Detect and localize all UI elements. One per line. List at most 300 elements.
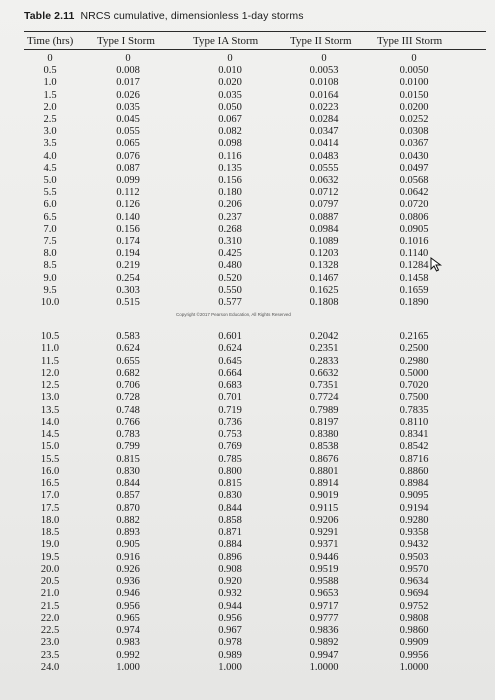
type-i-cell: 0.830 <box>116 465 140 477</box>
type-ia-cell: 0.719 <box>218 404 242 416</box>
type-iii-cell: 0.2980 <box>399 355 429 367</box>
type-ia-cell: 0.967 <box>218 625 242 636</box>
table-row <box>0 538 495 551</box>
type-ia-cell: 0.116 <box>218 150 242 162</box>
table-row <box>0 52 495 65</box>
type-ia-cell: 0.520 <box>218 272 242 284</box>
type-iii-cell: 0.9956 <box>399 649 429 661</box>
time-cell: 2.5 <box>43 114 57 125</box>
type-ii-cell: 0.1203 <box>309 248 339 260</box>
time-cell: 14.5 <box>40 429 60 440</box>
type-i-cell: 0.254 <box>116 272 140 284</box>
type-ia-cell: 0.156 <box>218 175 242 186</box>
time-cell: 3.5 <box>43 138 57 150</box>
table-row <box>0 198 495 211</box>
type-ia-cell: 0.310 <box>218 236 242 247</box>
type-ia-cell: 0.624 <box>218 343 242 355</box>
type-ia-cell: 0.815 <box>218 478 242 489</box>
time-cell: 5.5 <box>43 187 57 199</box>
type-ii-cell: 0.0223 <box>309 101 339 113</box>
type-ii-cell: 0.9588 <box>309 576 339 587</box>
type-iii-cell: 0.2500 <box>399 343 429 355</box>
type-ii-cell: 0.1808 <box>309 297 339 308</box>
table-row <box>0 587 495 600</box>
table-row <box>0 235 495 248</box>
table-row <box>0 223 495 236</box>
type-iii-cell: 0.0100 <box>399 77 429 89</box>
time-cell: 0.5 <box>43 65 57 77</box>
type-ia-cell: 0.896 <box>218 551 242 563</box>
time-cell: 4.5 <box>43 162 57 174</box>
table-row <box>0 575 495 588</box>
type-iii-cell: 0.0720 <box>399 199 429 211</box>
time-cell: 13.5 <box>40 404 60 416</box>
table-row <box>0 174 495 187</box>
table-number: Table 2.11 <box>24 10 75 22</box>
type-iii-cell: 0.0367 <box>399 138 429 150</box>
table-row <box>0 551 495 564</box>
type-ia-cell: 0.701 <box>218 392 242 404</box>
header-type-i: Type I Storm <box>97 35 155 47</box>
type-ii-cell: 0.1625 <box>309 284 339 296</box>
table-row <box>0 89 495 102</box>
type-ii-cell: 0.0712 <box>309 187 339 199</box>
type-i-cell: 0.194 <box>116 248 140 260</box>
type-iii-cell: 0.0806 <box>399 211 429 223</box>
time-cell: 19.0 <box>40 539 60 551</box>
type-ii-cell: 0.7724 <box>309 392 339 404</box>
table-row <box>0 137 495 150</box>
table-row <box>0 404 495 417</box>
type-ia-cell: 0.645 <box>218 355 242 367</box>
table-row <box>0 477 495 490</box>
type-i-cell: 0.870 <box>116 502 140 514</box>
type-ia-cell: 0.769 <box>218 441 242 453</box>
table-caption <box>24 10 304 22</box>
type-ia-cell: 0.480 <box>218 260 242 272</box>
type-iii-cell: 0.9694 <box>399 588 429 600</box>
time-cell: 12.0 <box>40 367 60 379</box>
type-ia-cell: 0.978 <box>218 637 242 649</box>
time-cell: 16.0 <box>40 465 60 477</box>
mouse-pointer-icon <box>430 257 444 273</box>
table-row <box>0 355 495 368</box>
table-row <box>0 379 495 392</box>
header-time: Time (hrs) <box>27 35 74 47</box>
type-ii-cell: 0.2351 <box>309 343 339 355</box>
type-i-cell: 0.844 <box>116 478 140 489</box>
type-ia-cell: 1.000 <box>218 661 242 673</box>
type-ii-cell: 0.0632 <box>309 175 339 186</box>
time-cell: 13.0 <box>40 392 60 404</box>
type-iii-cell: 0.2165 <box>399 331 429 342</box>
table-row <box>0 612 495 625</box>
type-ii-cell: 0.9291 <box>309 527 339 538</box>
type-i-cell: 0.017 <box>116 77 140 89</box>
type-i-cell: 0.983 <box>116 637 140 649</box>
type-iii-cell: 0.9909 <box>399 637 429 649</box>
table-row <box>0 649 495 662</box>
type-iii-cell: 0.7500 <box>399 392 429 404</box>
type-ii-cell: 0.9206 <box>309 514 339 526</box>
type-iii-cell: 0.9432 <box>399 539 429 551</box>
type-i-cell: 0.815 <box>116 453 140 465</box>
time-cell: 8.5 <box>43 260 57 272</box>
type-iii-cell: 0.0308 <box>399 126 429 138</box>
time-cell: 3.0 <box>43 126 57 138</box>
type-ii-cell: 0.9836 <box>309 625 339 636</box>
type-i-cell: 0.026 <box>116 89 140 101</box>
type-i-cell: 0.728 <box>116 392 140 404</box>
time-cell: 10.0 <box>40 297 60 308</box>
type-ia-cell: 0.010 <box>218 65 242 77</box>
type-ii-cell: 0.0164 <box>309 89 339 101</box>
table-header-rule <box>24 49 486 50</box>
type-i-cell: 1.000 <box>116 661 140 673</box>
type-ia-cell: 0.871 <box>218 527 242 538</box>
type-ia-cell: 0.956 <box>218 612 242 624</box>
type-iii-cell: 0.8860 <box>399 465 429 477</box>
type-iii-cell: 0.1284 <box>399 260 429 272</box>
time-cell: 2.0 <box>43 101 57 113</box>
type-iii-cell: 0.1458 <box>399 272 429 284</box>
type-i-cell: 0.992 <box>116 649 140 661</box>
type-ii-cell: 0.8538 <box>309 441 339 453</box>
type-i-cell: 0 <box>125 53 131 64</box>
time-cell: 1.0 <box>43 77 57 89</box>
type-iii-cell: 0.8110 <box>399 416 429 428</box>
type-ia-cell: 0.785 <box>218 453 242 465</box>
table-top-rule <box>24 31 486 32</box>
type-ia-cell: 0.020 <box>218 77 242 89</box>
type-ii-cell: 0.0797 <box>309 199 339 211</box>
time-cell: 6.5 <box>43 211 57 223</box>
type-i-cell: 0.965 <box>116 612 140 624</box>
type-ii-cell: 0.9777 <box>309 612 339 624</box>
type-i-cell: 0.055 <box>116 126 140 138</box>
type-ii-cell: 0.2042 <box>309 331 339 342</box>
type-i-cell: 0.946 <box>116 588 140 600</box>
time-cell: 6.0 <box>43 199 57 211</box>
time-cell: 5.0 <box>43 175 57 186</box>
header-type-ii: Type II Storm <box>290 35 352 47</box>
type-iii-cell: 0.0905 <box>399 223 429 235</box>
table-row <box>0 150 495 163</box>
type-i-cell: 0.219 <box>116 260 140 272</box>
time-cell: 21.0 <box>40 588 60 600</box>
type-ia-cell: 0.844 <box>218 502 242 514</box>
table-row <box>0 342 495 355</box>
type-i-cell: 0.174 <box>116 236 140 247</box>
time-cell: 7.5 <box>43 236 57 247</box>
type-ia-cell: 0.237 <box>218 211 242 223</box>
type-iii-cell: 0 <box>411 53 417 64</box>
table-row <box>0 514 495 527</box>
type-i-cell: 0.035 <box>116 101 140 113</box>
type-ia-cell: 0.830 <box>218 490 242 502</box>
time-cell: 18.0 <box>40 514 60 526</box>
type-ia-cell: 0.800 <box>218 465 242 477</box>
type-i-cell: 0.766 <box>116 416 140 428</box>
table-row <box>0 259 495 272</box>
type-iii-cell: 0.0252 <box>399 114 429 125</box>
type-ii-cell: 0.9892 <box>309 637 339 649</box>
type-i-cell: 0.156 <box>116 223 140 235</box>
table-row <box>0 162 495 175</box>
type-ii-cell: 0.8801 <box>309 465 339 477</box>
type-iii-cell: 0.0200 <box>399 101 429 113</box>
header-type-iii: Type III Storm <box>377 35 443 47</box>
type-iii-cell: 0.9358 <box>399 527 429 538</box>
time-cell: 23.5 <box>40 649 60 661</box>
type-iii-cell: 0.9095 <box>399 490 429 502</box>
time-cell: 17.5 <box>40 502 60 514</box>
table-row <box>0 330 495 343</box>
type-i-cell: 0.905 <box>116 539 140 551</box>
type-ii-cell: 0.0887 <box>309 211 339 223</box>
type-ii-cell: 0.8676 <box>309 453 339 465</box>
type-ia-cell: 0.908 <box>218 563 242 575</box>
type-iii-cell: 0.9194 <box>399 502 429 514</box>
type-iii-cell: 0.0497 <box>399 162 429 174</box>
type-iii-cell: 0.0642 <box>399 187 429 199</box>
type-ii-cell: 0.2833 <box>309 355 339 367</box>
table-row <box>0 416 495 429</box>
type-i-cell: 0.515 <box>116 297 140 308</box>
type-iii-cell: 0.1659 <box>399 284 429 296</box>
table-row <box>0 367 495 380</box>
table-row <box>0 661 495 674</box>
time-cell: 20.0 <box>40 563 60 575</box>
type-i-cell: 0.857 <box>116 490 140 502</box>
type-ia-cell: 0.035 <box>218 89 242 101</box>
type-iii-cell: 0.9860 <box>399 625 429 636</box>
table-row <box>0 453 495 466</box>
type-iii-cell: 0.1016 <box>399 236 429 247</box>
type-i-cell: 0.624 <box>116 343 140 355</box>
type-ia-cell: 0.753 <box>218 429 242 440</box>
type-iii-cell: 0.0050 <box>399 65 429 77</box>
type-i-cell: 0.926 <box>116 563 140 575</box>
type-ii-cell: 0.0984 <box>309 223 339 235</box>
type-i-cell: 0.126 <box>116 199 140 211</box>
table-row <box>0 624 495 637</box>
table-row <box>0 113 495 126</box>
type-ii-cell: 0.9653 <box>309 588 339 600</box>
type-ia-cell: 0.268 <box>218 223 242 235</box>
type-i-cell: 0.087 <box>116 162 140 174</box>
time-cell: 15.5 <box>40 453 60 465</box>
type-ia-cell: 0.664 <box>218 367 242 379</box>
type-iii-cell: 0.7020 <box>399 380 429 391</box>
type-ii-cell: 0.1328 <box>309 260 339 272</box>
type-i-cell: 0.748 <box>116 404 140 416</box>
type-ia-cell: 0.920 <box>218 576 242 587</box>
type-i-cell: 0.655 <box>116 355 140 367</box>
type-ii-cell: 0.9519 <box>309 563 339 575</box>
type-i-cell: 0.936 <box>116 576 140 587</box>
type-ia-cell: 0.425 <box>218 248 242 260</box>
type-ii-cell: 0.0414 <box>309 138 339 150</box>
type-ii-cell: 0.9371 <box>309 539 339 551</box>
time-cell: 22.5 <box>40 625 60 636</box>
table-row <box>0 284 495 297</box>
time-cell: 4.0 <box>43 150 57 162</box>
type-i-cell: 0.974 <box>116 625 140 636</box>
type-ia-cell: 0.098 <box>218 138 242 150</box>
table-row <box>0 526 495 539</box>
type-ii-cell: 0.7989 <box>309 404 339 416</box>
type-ia-cell: 0.989 <box>218 649 242 661</box>
time-cell: 12.5 <box>40 380 60 391</box>
time-cell: 14.0 <box>40 416 60 428</box>
time-cell: 11.0 <box>41 343 59 355</box>
type-ii-cell: 0.8380 <box>309 429 339 440</box>
type-i-cell: 0.583 <box>116 331 140 342</box>
table-row <box>0 211 495 224</box>
type-iii-cell: 0.9752 <box>399 600 429 612</box>
type-i-cell: 0.893 <box>116 527 140 538</box>
type-ii-cell: 0.0108 <box>309 77 339 89</box>
type-iii-cell: 0.9570 <box>399 563 429 575</box>
type-ia-cell: 0.067 <box>218 114 242 125</box>
table-row <box>0 489 495 502</box>
type-iii-cell: 0.9503 <box>399 551 429 563</box>
type-iii-cell: 0.8542 <box>399 441 429 453</box>
type-ii-cell: 1.0000 <box>309 661 339 673</box>
type-ia-cell: 0.601 <box>218 331 242 342</box>
table-row <box>0 247 495 260</box>
table-row <box>0 272 495 285</box>
type-ii-cell: 0.9115 <box>309 502 339 514</box>
type-ii-cell: 0 <box>321 53 327 64</box>
type-i-cell: 0.799 <box>116 441 140 453</box>
type-ii-cell: 0.9717 <box>309 600 339 612</box>
time-cell: 17.0 <box>40 490 60 502</box>
type-ii-cell: 0.0284 <box>309 114 339 125</box>
time-cell: 22.0 <box>40 612 60 624</box>
type-ia-cell: 0.180 <box>218 187 242 199</box>
type-ii-cell: 0.0555 <box>309 162 339 174</box>
type-i-cell: 0.045 <box>116 114 140 125</box>
table-row <box>0 391 495 404</box>
time-cell: 23.0 <box>40 637 60 649</box>
type-ii-cell: 0.0053 <box>309 65 339 77</box>
time-cell: 9.5 <box>43 284 57 296</box>
type-iii-cell: 0.1890 <box>399 297 429 308</box>
table-row <box>0 186 495 199</box>
table-row <box>0 465 495 478</box>
time-cell: 11.5 <box>41 355 59 367</box>
time-cell: 19.5 <box>40 551 60 563</box>
type-ii-cell: 0.1089 <box>309 236 339 247</box>
time-cell: 10.5 <box>40 331 60 342</box>
type-i-cell: 0.783 <box>116 429 140 440</box>
type-iii-cell: 0.8716 <box>399 453 429 465</box>
type-ii-cell: 0.0347 <box>309 126 339 138</box>
time-cell: 21.5 <box>40 600 60 612</box>
type-iii-cell: 1.0000 <box>399 661 429 673</box>
type-i-cell: 0.956 <box>116 600 140 612</box>
table-row <box>0 428 495 441</box>
copyright-notice: Copyright ©2017 Pearson Education, All Rights Reserved <box>176 312 291 317</box>
time-cell: 24.0 <box>40 661 60 673</box>
type-ii-cell: 0.1467 <box>309 272 339 284</box>
type-iii-cell: 0.8984 <box>399 478 429 489</box>
type-i-cell: 0.076 <box>116 150 140 162</box>
type-iii-cell: 0.1140 <box>399 248 429 260</box>
type-iii-cell: 0.0430 <box>399 150 429 162</box>
time-cell: 15.0 <box>40 441 60 453</box>
table-row <box>0 76 495 89</box>
type-i-cell: 0.303 <box>116 284 140 296</box>
header-type-ia: Type IA Storm <box>193 35 259 47</box>
type-ia-cell: 0.206 <box>218 199 242 211</box>
table-row <box>0 296 495 309</box>
type-ia-cell: 0.736 <box>218 416 242 428</box>
type-ii-cell: 0.9446 <box>309 551 339 563</box>
type-ia-cell: 0.858 <box>218 514 242 526</box>
table-row <box>0 125 495 138</box>
type-ia-cell: 0.050 <box>218 101 242 113</box>
type-ii-cell: 0.9019 <box>309 490 339 502</box>
type-iii-cell: 0.8341 <box>399 429 429 440</box>
time-cell: 9.0 <box>43 272 57 284</box>
type-ii-cell: 0.9947 <box>309 649 339 661</box>
type-iii-cell: 0.9280 <box>399 514 429 526</box>
type-ia-cell: 0.135 <box>218 162 242 174</box>
type-ii-cell: 0.8914 <box>309 478 339 489</box>
type-i-cell: 0.706 <box>116 380 140 391</box>
table-row <box>0 502 495 515</box>
type-ia-cell: 0.683 <box>218 380 242 391</box>
type-i-cell: 0.140 <box>116 211 140 223</box>
time-cell: 20.5 <box>40 576 60 587</box>
table-row <box>0 101 495 114</box>
type-ia-cell: 0.550 <box>218 284 242 296</box>
type-iii-cell: 0.5000 <box>399 367 429 379</box>
table-row <box>0 563 495 576</box>
type-ii-cell: 0.0483 <box>309 150 339 162</box>
time-cell: 0 <box>47 53 53 64</box>
table-row <box>0 440 495 453</box>
type-ia-cell: 0 <box>227 53 233 64</box>
type-ii-cell: 0.8197 <box>309 416 339 428</box>
type-iii-cell: 0.9634 <box>399 576 429 587</box>
type-ia-cell: 0.884 <box>218 539 242 551</box>
type-i-cell: 0.916 <box>116 551 140 563</box>
table-title: NRCS cumulative, dimensionless 1-day storms <box>80 10 304 22</box>
type-ia-cell: 0.944 <box>218 600 242 612</box>
type-iii-cell: 0.9808 <box>399 612 429 624</box>
table-row <box>0 64 495 77</box>
type-ii-cell: 0.7351 <box>309 380 339 391</box>
table-row <box>0 636 495 649</box>
type-ia-cell: 0.932 <box>218 588 242 600</box>
time-cell: 7.0 <box>43 223 57 235</box>
type-i-cell: 0.682 <box>116 367 140 379</box>
type-i-cell: 0.099 <box>116 175 140 186</box>
type-iii-cell: 0.7835 <box>399 404 429 416</box>
type-i-cell: 0.112 <box>116 187 140 199</box>
type-iii-cell: 0.0568 <box>399 175 429 186</box>
type-iii-cell: 0.0150 <box>399 89 429 101</box>
time-cell: 1.5 <box>43 89 57 101</box>
type-ia-cell: 0.577 <box>218 297 242 308</box>
table-row <box>0 600 495 613</box>
type-ia-cell: 0.082 <box>218 126 242 138</box>
type-i-cell: 0.065 <box>116 138 140 150</box>
